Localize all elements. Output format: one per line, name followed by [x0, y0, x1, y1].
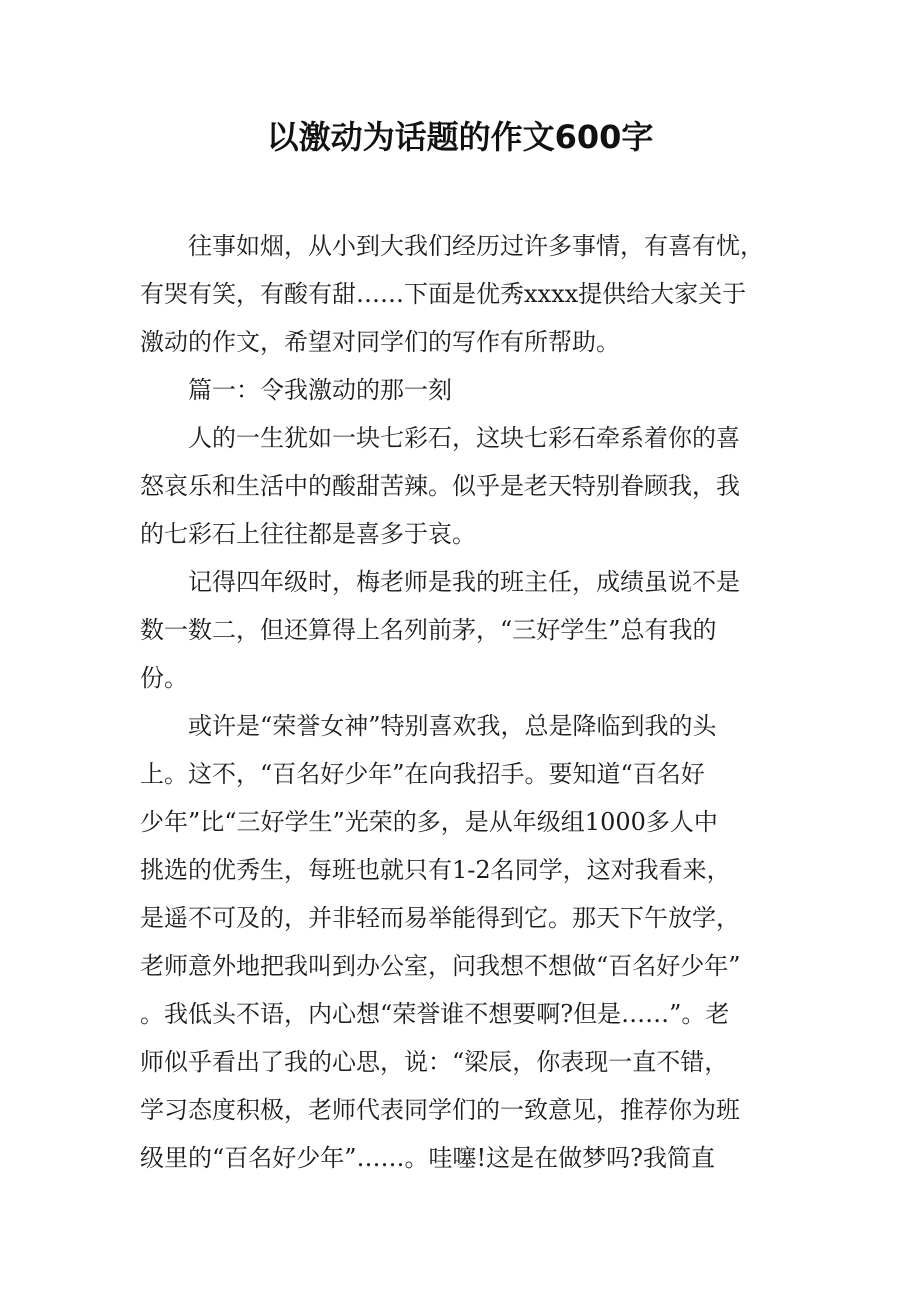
paragraph-2 [140, 558, 778, 702]
line: 有哭有笑，有酸有甜……下面是优秀xxxx提供给大家关于 [140, 280, 747, 308]
line: 。我低头不语，内心想“荣誉谁不想要啊?但是……”。老 [140, 1000, 730, 1028]
document-body [140, 222, 778, 1182]
line: 数一数二，但还算得上名列前茅，“三好学生”总有我的 [140, 616, 717, 644]
document-title: 以激动为话题的作文600字 [266, 118, 654, 156]
line: 激动的作文，希望对同学们的写作有所帮助。 [140, 328, 620, 356]
line: 记得四年级时，梅老师是我的班主任，成绩虽说不是 [188, 568, 740, 596]
line: 级里的“百名好少年”……。哇噻!这是在做梦吗?我简直 [140, 1144, 716, 1172]
line: 挑选的优秀生，每班也就只有1-2名同学，这对我看来， [140, 856, 731, 884]
line: 往事如烟，从小到大我们经历过许多事情，有喜有忧， [188, 232, 764, 260]
paragraph-section-heading [140, 366, 778, 414]
section-heading: 篇一：令我激动的那一刻 [188, 376, 452, 404]
line: 上。这不，“百名好少年”在向我招手。要知道“百名好 [140, 760, 705, 788]
line: 怒哀乐和生活中的酸甜苦辣。似乎是老天特别眷顾我，我 [140, 472, 740, 500]
line: 师似乎看出了我的心思，说：“梁辰，你表现一直不错， [140, 1048, 729, 1076]
line: 老师意外地把我叫到办公室，问我想不想做“百名好少年” [140, 952, 741, 980]
paragraph-1 [140, 414, 778, 558]
line: 或许是“荣誉女神”特别喜欢我，总是降临到我的头 [188, 712, 717, 740]
line: 份。 [140, 664, 188, 692]
line: 学习态度积极，老师代表同学们的一致意见，推荐你为班 [140, 1096, 740, 1124]
line: 是遥不可及的，并非轻而易举能得到它。那天下午放学， [140, 904, 740, 932]
paragraph-intro [140, 222, 778, 366]
line: 少年”比“三好学生”光荣的多，是从年级组1000多人中 [140, 808, 718, 836]
paragraph-3 [140, 702, 778, 1182]
line: 的七彩石上往往都是喜多于哀。 [140, 520, 476, 548]
line: 人的一生犹如一块七彩石，这块七彩石牵系着你的喜 [188, 424, 740, 452]
